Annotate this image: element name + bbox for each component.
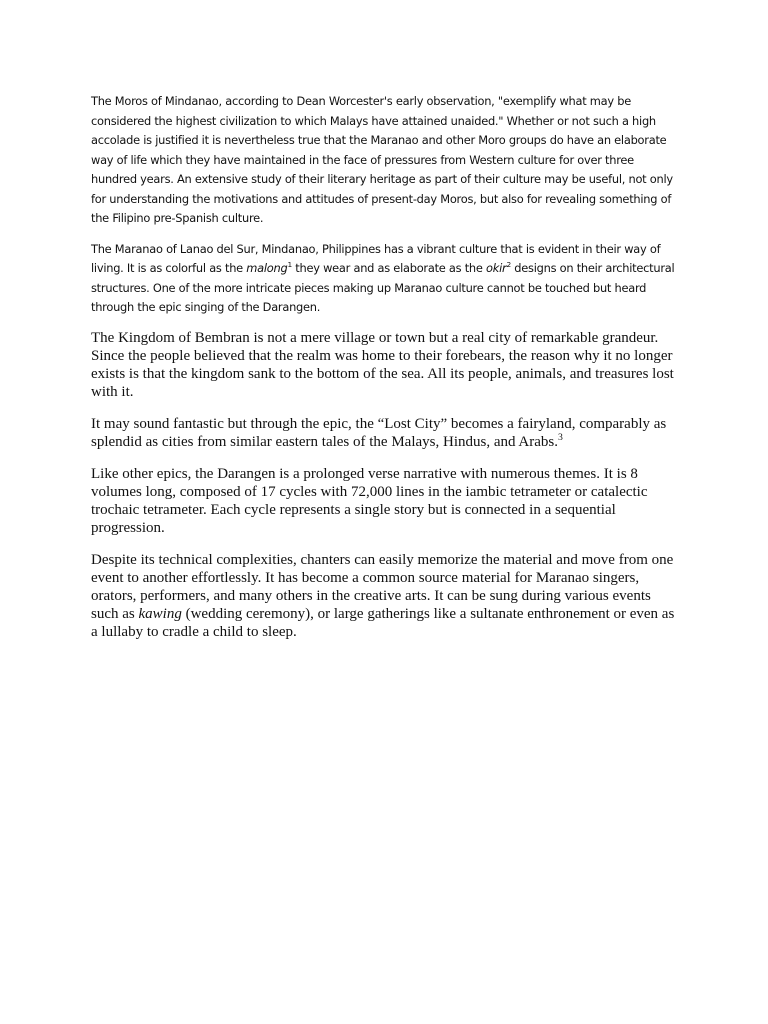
paragraph-text: designs on their architectural structures. One of the more intricate pieces making up Maranao culture cannot be touched but heard through the epic singing of the Darangen. — [91, 261, 675, 314]
paragraph-darangen-structure: Like other epics, the Darangen is a prolonged verse narrative with numerous themes. It is 8 volumes long, composed of 17 cycles with 72,000 lines in the iambic tetrameter or catalectic trochaic tetrameter. Each cycle represents a single story but is connected in a sequential progression. — [91, 465, 648, 536]
term-malong: malong — [246, 261, 288, 275]
paragraph-darangen-performance — [91, 551, 681, 641]
footnote-ref-2[interactable]: 2 — [506, 260, 511, 270]
paragraph-maranao-culture — [91, 240, 681, 318]
footnote-ref-1[interactable]: 1 — [287, 260, 292, 270]
paragraph-text: they wear and as elaborate as the — [291, 261, 487, 275]
paragraph-text: It may sound fantastic but through the epic, the “Lost City” becomes a fairyland, comparably as splendid as cities from similar eastern tales of the Malays, Hindus, and Arabs. — [91, 415, 667, 450]
paragraph-kingdom-bembran: The Kingdom of Bembran is not a mere village or town but a real city of remarkable grandeur. Since the people believed that the realm was home to their forebears, the reason why it no longer exists is that the kingdom sank to the bottom of the sea. All its people, animals, and treasures lost with it. — [91, 329, 674, 400]
paragraph-text: The Maranao of Lanao del Sur, Mindanao, Philippines has a vibrant culture that is evident in their way of living. It is as colorful as the — [91, 241, 661, 275]
paragraph-moros-intro: The Moros of Mindanao, according to Dean Worcester's early observation, "exemplify what may be considered the highest civilization to which Malays have attained unaided." Whether or not such a high accolade is justified it is nevertheless true that the Maranao and other Moro groups do have an elaborate way of life which they have maintained in the face of pressures from Western culture for over three hundred years. An extensive study of their literary heritage as part of their culture may be useful, not only for understanding the motivations and attitudes of present-day Moros, but also for revealing something of the Filipino pre-Spanish culture. — [91, 94, 673, 225]
document-page — [91, 92, 681, 655]
paragraph-text: Despite its technical complexities, chanters can easily memorize the material and move from one event to another effortlessly. It has become a common source material for Maranao singers, orators, performers, and many others in the creative arts. It can be sung during various events such as — [91, 551, 674, 622]
paragraph-lost-city — [91, 415, 681, 451]
term-kawing: kawing — [138, 605, 182, 622]
paragraph-text: (wedding ceremony), or large gatherings like a sultanate enthronement or even as a lullaby to cradle a child to sleep. — [91, 605, 675, 640]
term-okir: okir — [486, 261, 507, 275]
footnote-ref-3[interactable]: 3 — [557, 431, 563, 443]
